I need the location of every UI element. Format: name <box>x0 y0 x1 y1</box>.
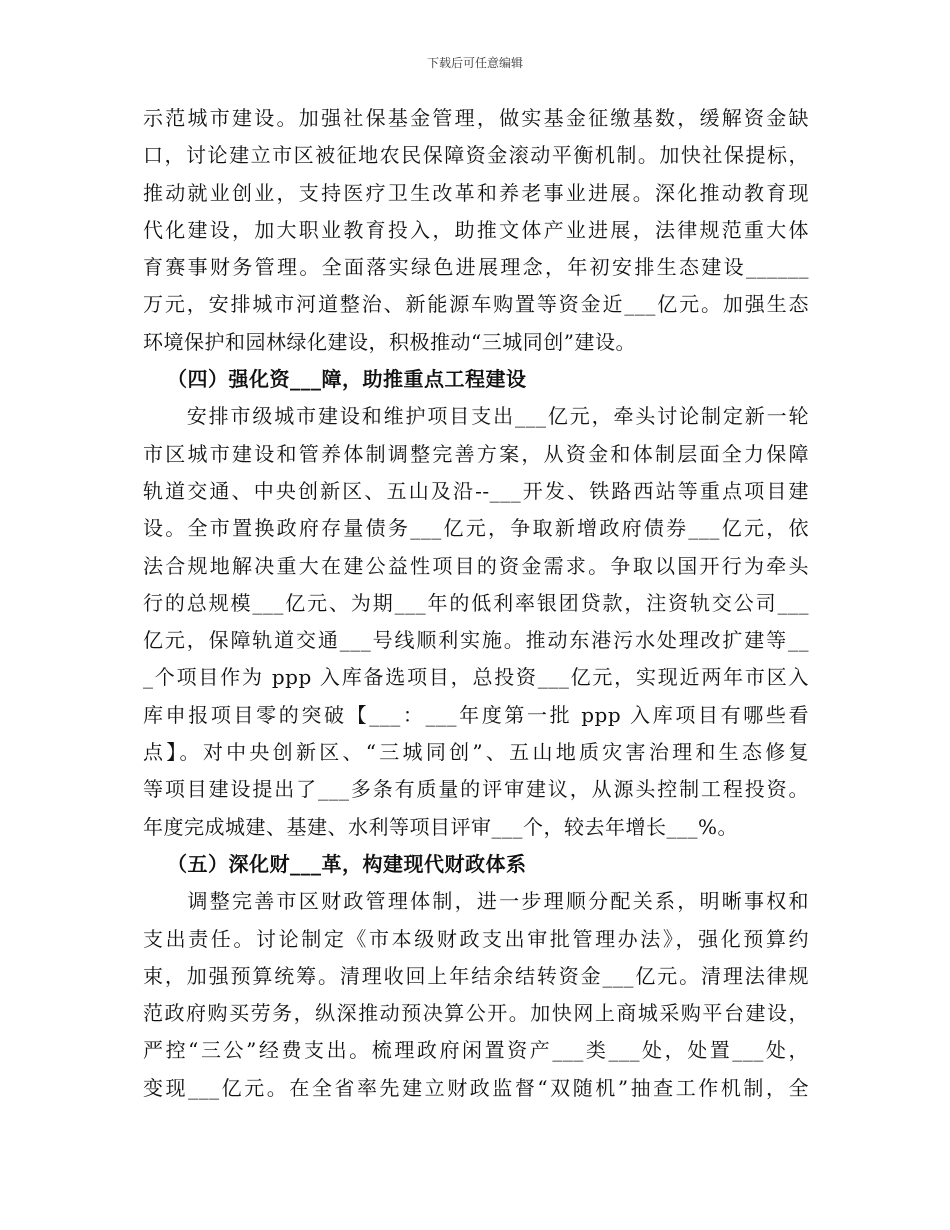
paragraph-line: 安排市级城市建设和维护项目支出___亿元，牵头讨论制定新一轮 <box>143 404 809 429</box>
paragraph-line: 市区城市建设和管养体制调整完善方案，从资金和体制层面全力保障 <box>143 441 809 466</box>
paragraph-line: _个项目作为 ppp 入库备选项目，总投资___亿元，实现近两年市区入 <box>143 665 809 690</box>
paragraph-line: 亿元，保障轨道交通___号线顺利实施。推动东港污水处理改扩建等__ <box>143 628 809 653</box>
paragraph-line: 束，加强预算统筹。清理收回上年结余结转资金___亿元。清理法律规 <box>143 963 809 988</box>
paragraph-line: 育赛事财务管理。全面落实绿色进展理念，年初安排生态建设______ <box>143 255 809 280</box>
document-body <box>143 100 809 1107</box>
paragraph-line: 行的总规模___亿元、为期___年的低利率银团贷款，注资轨交公司___ <box>143 590 809 615</box>
paragraph-line: 轨道交通、中央创新区、五山及沿--___开发、铁路西站等重点项目建 <box>143 478 809 503</box>
page-header: 下载后可任意编辑 <box>426 56 523 70</box>
paragraph-line: 库申报项目零的突破【___：___年度第一批 ppp 入库项目有哪些看 <box>143 702 809 727</box>
paragraph-line: 口，讨论建立市区被征地农民保障资金滚动平衡机制。加快社保提标， <box>143 143 809 168</box>
paragraph-line: 环境保护和园林绿化建设，积极推动“三城同创”建设。 <box>143 329 636 354</box>
paragraph-line: 点】。对中央创新区、“三城同创”、五山地质灾害治理和生态修复 <box>143 740 809 765</box>
paragraph-line: 代化建设，加大职业教育投入，助推文体产业进展，法律规范重大体 <box>143 217 809 242</box>
paragraph-line: 万元，安排城市河道整治、新能源车购置等资金近___亿元。加强生态 <box>143 292 809 317</box>
paragraph-line: 等项目建设提出了___多条有质量的评审建议，从源头控制工程投资。 <box>143 777 809 802</box>
paragraph-line: 设。全市置换政府存量债务___亿元，争取新增政府债券___亿元，依 <box>143 516 809 541</box>
paragraph-line: 年度完成城建、基建、水利等项目评审___个，较去年增长___%。 <box>143 814 739 839</box>
section-heading: （四）强化资___障，助推重点工程建设 <box>167 367 527 392</box>
section-heading: （五）深化财___革，构建现代财政体系 <box>167 851 527 876</box>
paragraph-line: 支出责任。讨论制定《市本级财政支出审批管理办法》，强化预算约 <box>143 926 809 951</box>
paragraph-line: 示范城市建设。加强社保基金管理，做实基金征缴基数，缓解资金缺 <box>143 106 809 130</box>
paragraph-line: 严控“三公”经费支出。梳理政府闲置资产___类___处，处置___处， <box>143 1038 809 1063</box>
paragraph-line: 推动就业创业，支持医疗卫生改革和养老事业进展。深化推动教育现 <box>143 180 809 205</box>
paragraph-line: 调整完善市区财政管理体制，进一步理顺分配关系，明晰事权和 <box>143 889 809 914</box>
paragraph-line: 法合规地解决重大在建公益性项目的资金需求。争取以国开行为牵头 <box>143 553 809 578</box>
paragraph-line: 范政府购买劳务，纵深推动预决算公开。加快网上商城采购平台建设， <box>143 1001 809 1026</box>
paragraph-line: 变现___亿元。在全省率先建立财政监督“双随机”抽查工作机制，全 <box>143 1075 809 1100</box>
